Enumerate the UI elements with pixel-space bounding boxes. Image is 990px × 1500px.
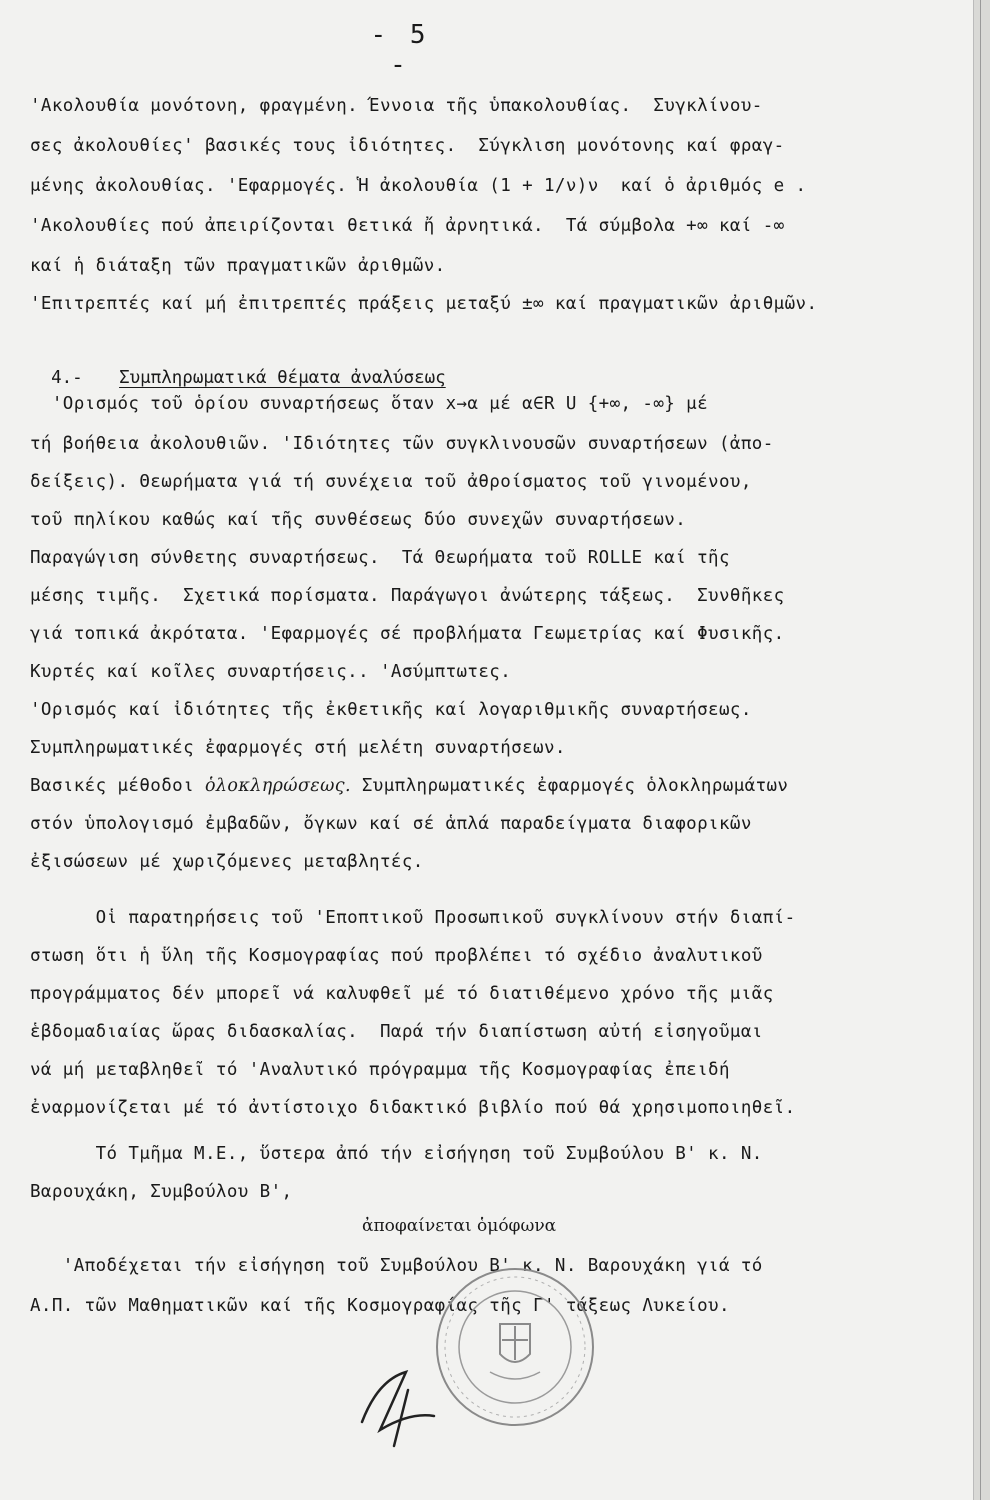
text-line: Οἱ παρατηρήσεις τοῦ 'Εποπτικοῦ Προσωπικοῦ συγκλίνουν στήν διαπί- [30, 908, 796, 928]
text-line: ἑβδομαδιαίας ὥρας διδασκαλίας. Παρά τήν διαπίστωση αὐτή εἰσηγοῦμαι [30, 1022, 763, 1042]
text-line: ἐναρμονίζεται μέ τό ἀντίστοιχο διδακτικό βιβλίο πού θά χρησιμοποιηθεῖ. [30, 1098, 796, 1118]
text-line: προγράμματος δέν μπορεῖ νά καλυφθεῖ μέ τό διατιθέμενο χρόνο τῆς μιᾶς [30, 984, 774, 1004]
handwritten-insert: ὁλοκληρώσεως. [204, 776, 351, 796]
text-line: καί ἡ διάταξη τῶν πραγματικῶν ἀριθμῶν. [30, 256, 446, 276]
text-line: στωση ὅτι ἡ ὕλη τῆς Κοσμογραφίας πού προβλέπει τό σχέδιο ἀναλυτικοῦ [30, 946, 763, 966]
text-line: τοῦ πηλίκου καθώς καί τῆς συνθέσεως δύο συνεχῶν συναρτήσεων. [30, 510, 687, 530]
text-line: Τό Τμῆμα Μ.Ε., ὕστερα ἀπό τήν εἰσήγηση τοῦ Συμβούλου Β' κ. Ν. [30, 1144, 763, 1164]
text-line: Παραγώγιση σύνθετης συναρτήσεως. Τά Θεωρήματα τοῦ ROLLE καί τῆς [30, 548, 730, 568]
text-line: Βαρουχάκη, Συμβούλου Β', [30, 1182, 293, 1202]
text-line: γιά τοπικά ἀκρότατα. 'Εφαρμογές σέ προβλήματα Γεωμετρίας καί Φυσικῆς. [30, 624, 785, 644]
text-line: μέσης τιμῆς. Σχετικά πορίσματα. Παράγωγοι ἀνώτερης τάξεως. Συνθῆκες [30, 586, 785, 606]
text-line: νά μή μεταβληθεῖ τό 'Αναλυτικό πρόγραμμα τῆς Κοσμογραφίας ἐπειδή [30, 1060, 730, 1080]
text-line: Συμπληρωματικές ἐφαρμογές στή μελέτη συναρτήσεων. [30, 738, 566, 758]
text-line: σες ἀκολουθίες' βασικές τους ἰδιότητες. Σύγκλιση μονότονης καί φραγ- [30, 136, 785, 156]
text-line: 'Ορισμός καί ἰδιότητες τῆς ἐκθετικῆς καί λογαριθμικῆς συναρτήσεως. [30, 700, 752, 720]
text-line: 'Ακολουθία μονότονη, φραγμένη. Έννοια τῆς ὑπακολουθίας. Συγκλίνου- [30, 96, 763, 116]
section-number: 4.- [51, 368, 83, 388]
text-fragment: Συμπληρωματικές ἐφαρμογές ὁλοκληρωμάτων [350, 776, 789, 796]
text-line: τή βοήθεια ἀκολουθιῶν. 'Ιδιότητες τῶν συγκλινουσῶν συναρτήσεων (ἀπο- [30, 434, 774, 454]
official-seal [430, 1262, 600, 1432]
page-edge [973, 0, 990, 1500]
text-line: 'Ακολουθίες πού ἀπειρίζονται θετικά ἤ ἀρνητικά. Τά σύμβολα +∞ καί -∞ [30, 216, 785, 236]
text-line: ἐξισώσεων μέ χωριζόμενες μεταβλητές. [30, 852, 424, 872]
signature [350, 1360, 450, 1450]
text-fragment: Βασικές μέθοδοι [30, 776, 205, 796]
text-line: δείξεις). Θεωρήματα γιά τή συνέχεια τοῦ ἀθροίσματος τοῦ γινομένου, [30, 472, 752, 492]
text-line: Α.Π. τῶν Μαθηματικῶν καί τῆς Κοσμογραφίας τῆς Γ' τάξεως Λυκείου. [30, 1296, 730, 1316]
text-line: 'Αποδέχεται τήν εἰσήγηση τοῦ Συμβούλου Β' κ. Ν. Βαρουχάκη γιά τό [30, 1256, 763, 1276]
text-line: 'Επιτρεπτές καί μή ἐπιτρεπτές πράξεις μεταξύ ±∞ καί πραγματικῶν ἀριθμῶν. [30, 294, 818, 314]
text-line [30, 776, 788, 796]
text-line: στόν ὑπολογισμό ἐμβαδῶν, ὄγκων καί σέ ἁπλά παραδείγματα διαφορικῶν [30, 814, 752, 834]
decision-line: ἀποφαίνεται ὁμόφωνα [362, 1216, 557, 1236]
text-line: 'Ορισμός τοῦ ὁρίου συναρτήσεως ὅταν x→α μέ α∈R U {+∞, -∞} μέ [30, 394, 709, 414]
text-line: Κυρτές καί κοῖλες συναρτήσεις.. 'Ασύμπτωτες. [30, 662, 512, 682]
text-line: μένης ἀκολουθίας. 'Εφαρμογές. Ἡ ἀκολουθία (1 + 1/ν)ν καί ὁ ἀριθμός e . [30, 176, 807, 196]
section-title: Συμπληρωματικά θέματα ἀναλύσεως [119, 368, 446, 388]
page-number: - 5 - [370, 20, 430, 80]
section-heading [30, 348, 446, 388]
